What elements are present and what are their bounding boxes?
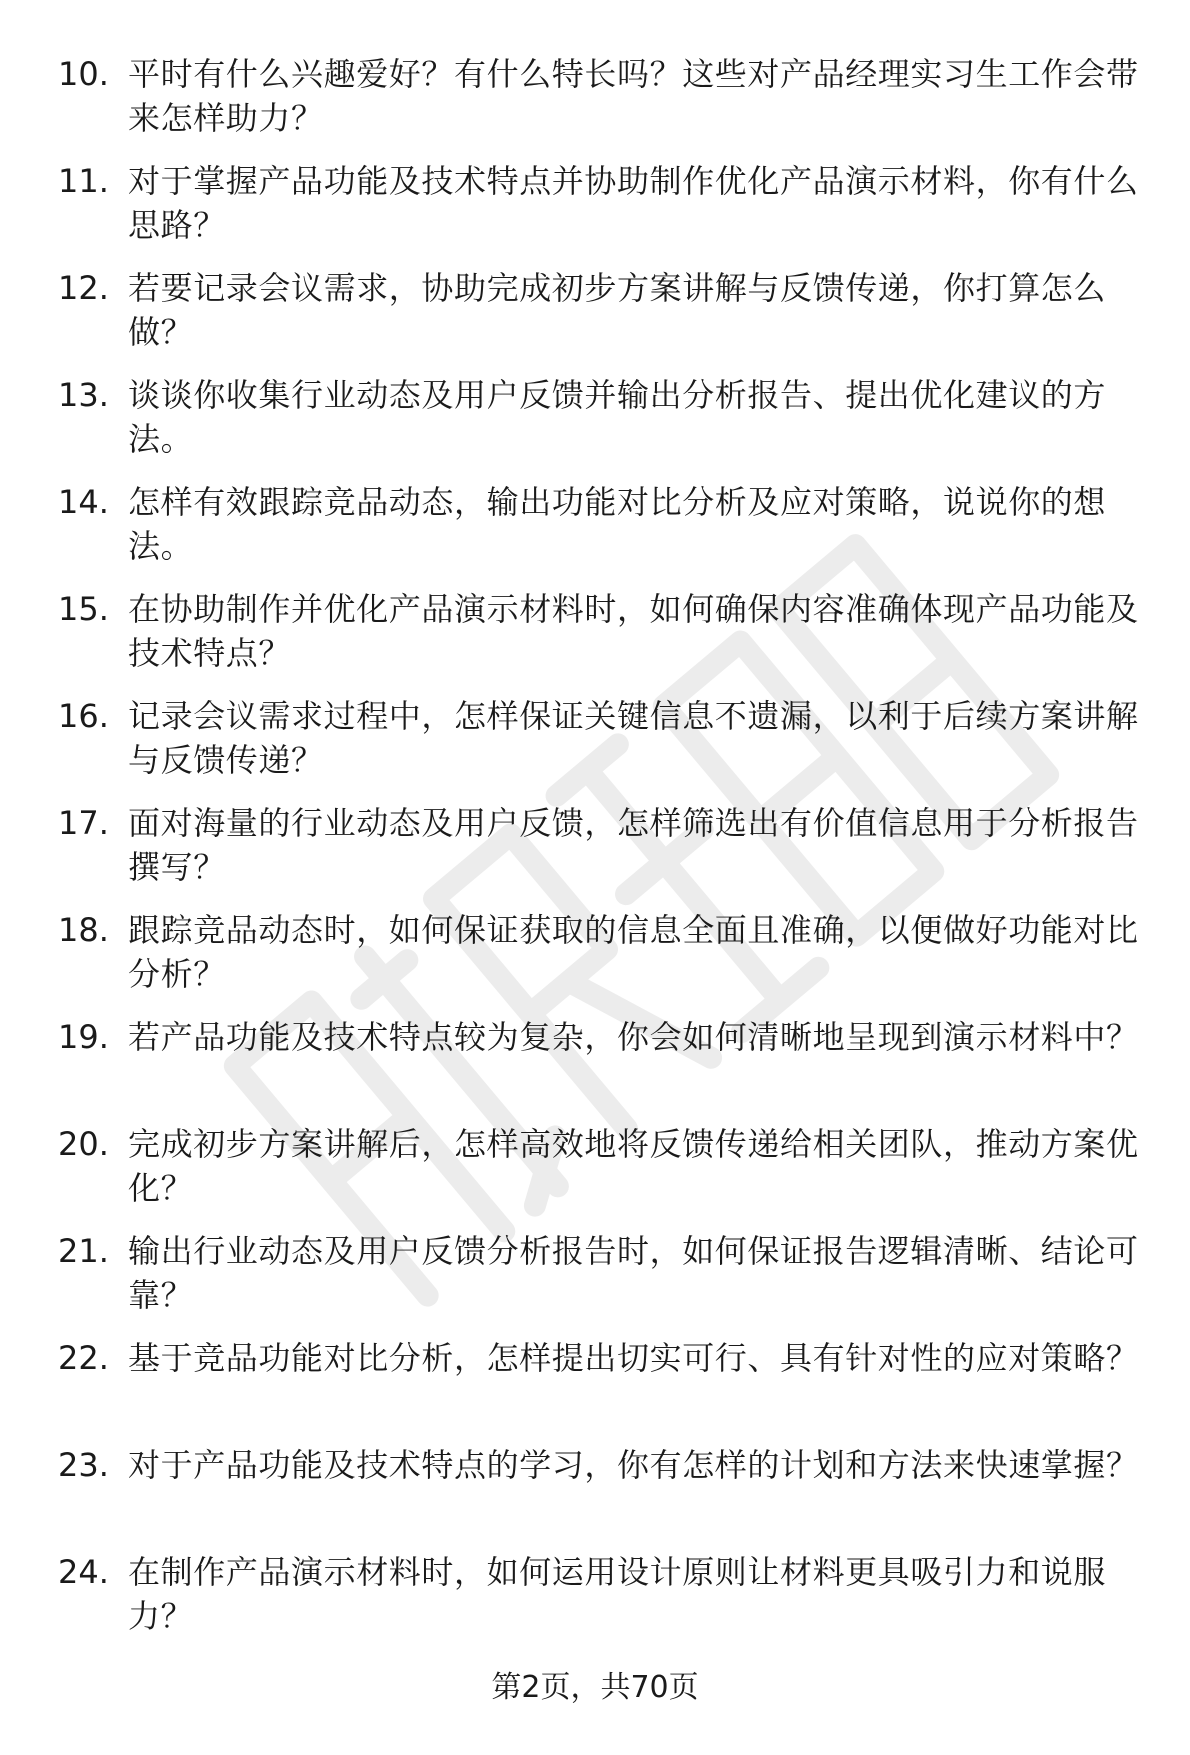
question-number: 21.: [58, 1232, 109, 1270]
question-number: 19.: [58, 1018, 109, 1056]
question-text: 若要记录会议需求，协助完成初步方案讲解与反馈传递，你打算怎么做？: [128, 269, 1107, 351]
question-item: [58, 373, 1148, 480]
question-text: 跟踪竞品动态时，如何保证获取的信息全面且准确，以便做好功能对比分析？: [128, 911, 1139, 993]
question-item: [58, 1443, 1148, 1550]
question-number: 12.: [58, 269, 109, 307]
question-number: 15.: [58, 590, 109, 628]
question-item: [58, 801, 1148, 908]
question-item: [58, 587, 1148, 694]
question-text: 面对海量的行业动态及用户反馈，怎样筛选出有价值信息用于分析报告撰写？: [128, 804, 1139, 886]
question-number: 16.: [58, 697, 109, 735]
question-text: 对于产品功能及技术特点的学习，你有怎样的计划和方法来快速掌握？: [128, 1446, 1139, 1484]
question-number: 17.: [58, 804, 109, 842]
question-text: 平时有什么兴趣爱好？有什么特长吗？这些对产品经理实习生工作会带来怎样助力？: [128, 55, 1139, 137]
question-item: [58, 52, 1148, 159]
question-text: 在协助制作并优化产品演示材料时，如何确保内容准确体现产品功能及技术特点？: [128, 590, 1139, 672]
question-number: 18.: [58, 911, 109, 949]
question-number: 13.: [58, 376, 109, 414]
question-item: [58, 266, 1148, 373]
question-text: 记录会议需求过程中，怎样保证关键信息不遗漏，以利于后续方案讲解与反馈传递？: [128, 697, 1139, 779]
question-item: [58, 1122, 1148, 1229]
question-text: 怎样有效跟踪竞品动态，输出功能对比分析及应对策略，说说你的想法。: [128, 483, 1107, 565]
question-number: 20.: [58, 1125, 109, 1163]
question-item: [58, 908, 1148, 1015]
question-number: 14.: [58, 483, 109, 521]
question-item: [58, 1229, 1148, 1336]
question-text: 若产品功能及技术特点较为复杂，你会如何清晰地呈现到演示材料中？: [128, 1018, 1139, 1056]
question-item: [58, 1336, 1148, 1443]
question-text: 在制作产品演示材料时，如何运用设计原则让材料更具吸引力和说服力？: [128, 1553, 1107, 1635]
question-number: 11.: [58, 162, 109, 200]
question-item: [58, 1550, 1148, 1657]
question-item: [58, 1015, 1148, 1122]
question-number: 10.: [58, 55, 109, 93]
question-number: 23.: [58, 1446, 109, 1484]
question-text: 对于掌握产品功能及技术特点并协助制作优化产品演示材料，你有什么思路？: [128, 162, 1139, 244]
question-item: [58, 480, 1148, 587]
question-number: 24.: [58, 1553, 109, 1591]
question-number: 22.: [58, 1339, 109, 1377]
question-text: 基于竞品功能对比分析，怎样提出切实可行、具有针对性的应对策略？: [128, 1339, 1139, 1377]
question-text: 完成初步方案讲解后，怎样高效地将反馈传递给相关团队，推动方案优化？: [128, 1125, 1139, 1207]
page-number: 第2页，共70页: [491, 1670, 699, 1705]
question-text: 输出行业动态及用户反馈分析报告时，如何保证报告逻辑清晰、结论可靠？: [128, 1232, 1139, 1314]
question-text: 谈谈你收集行业动态及用户反馈并输出分析报告、提出优化建议的方法。: [128, 376, 1107, 458]
question-item: [58, 694, 1148, 801]
question-list: [58, 52, 1148, 1657]
question-item: [58, 159, 1148, 266]
